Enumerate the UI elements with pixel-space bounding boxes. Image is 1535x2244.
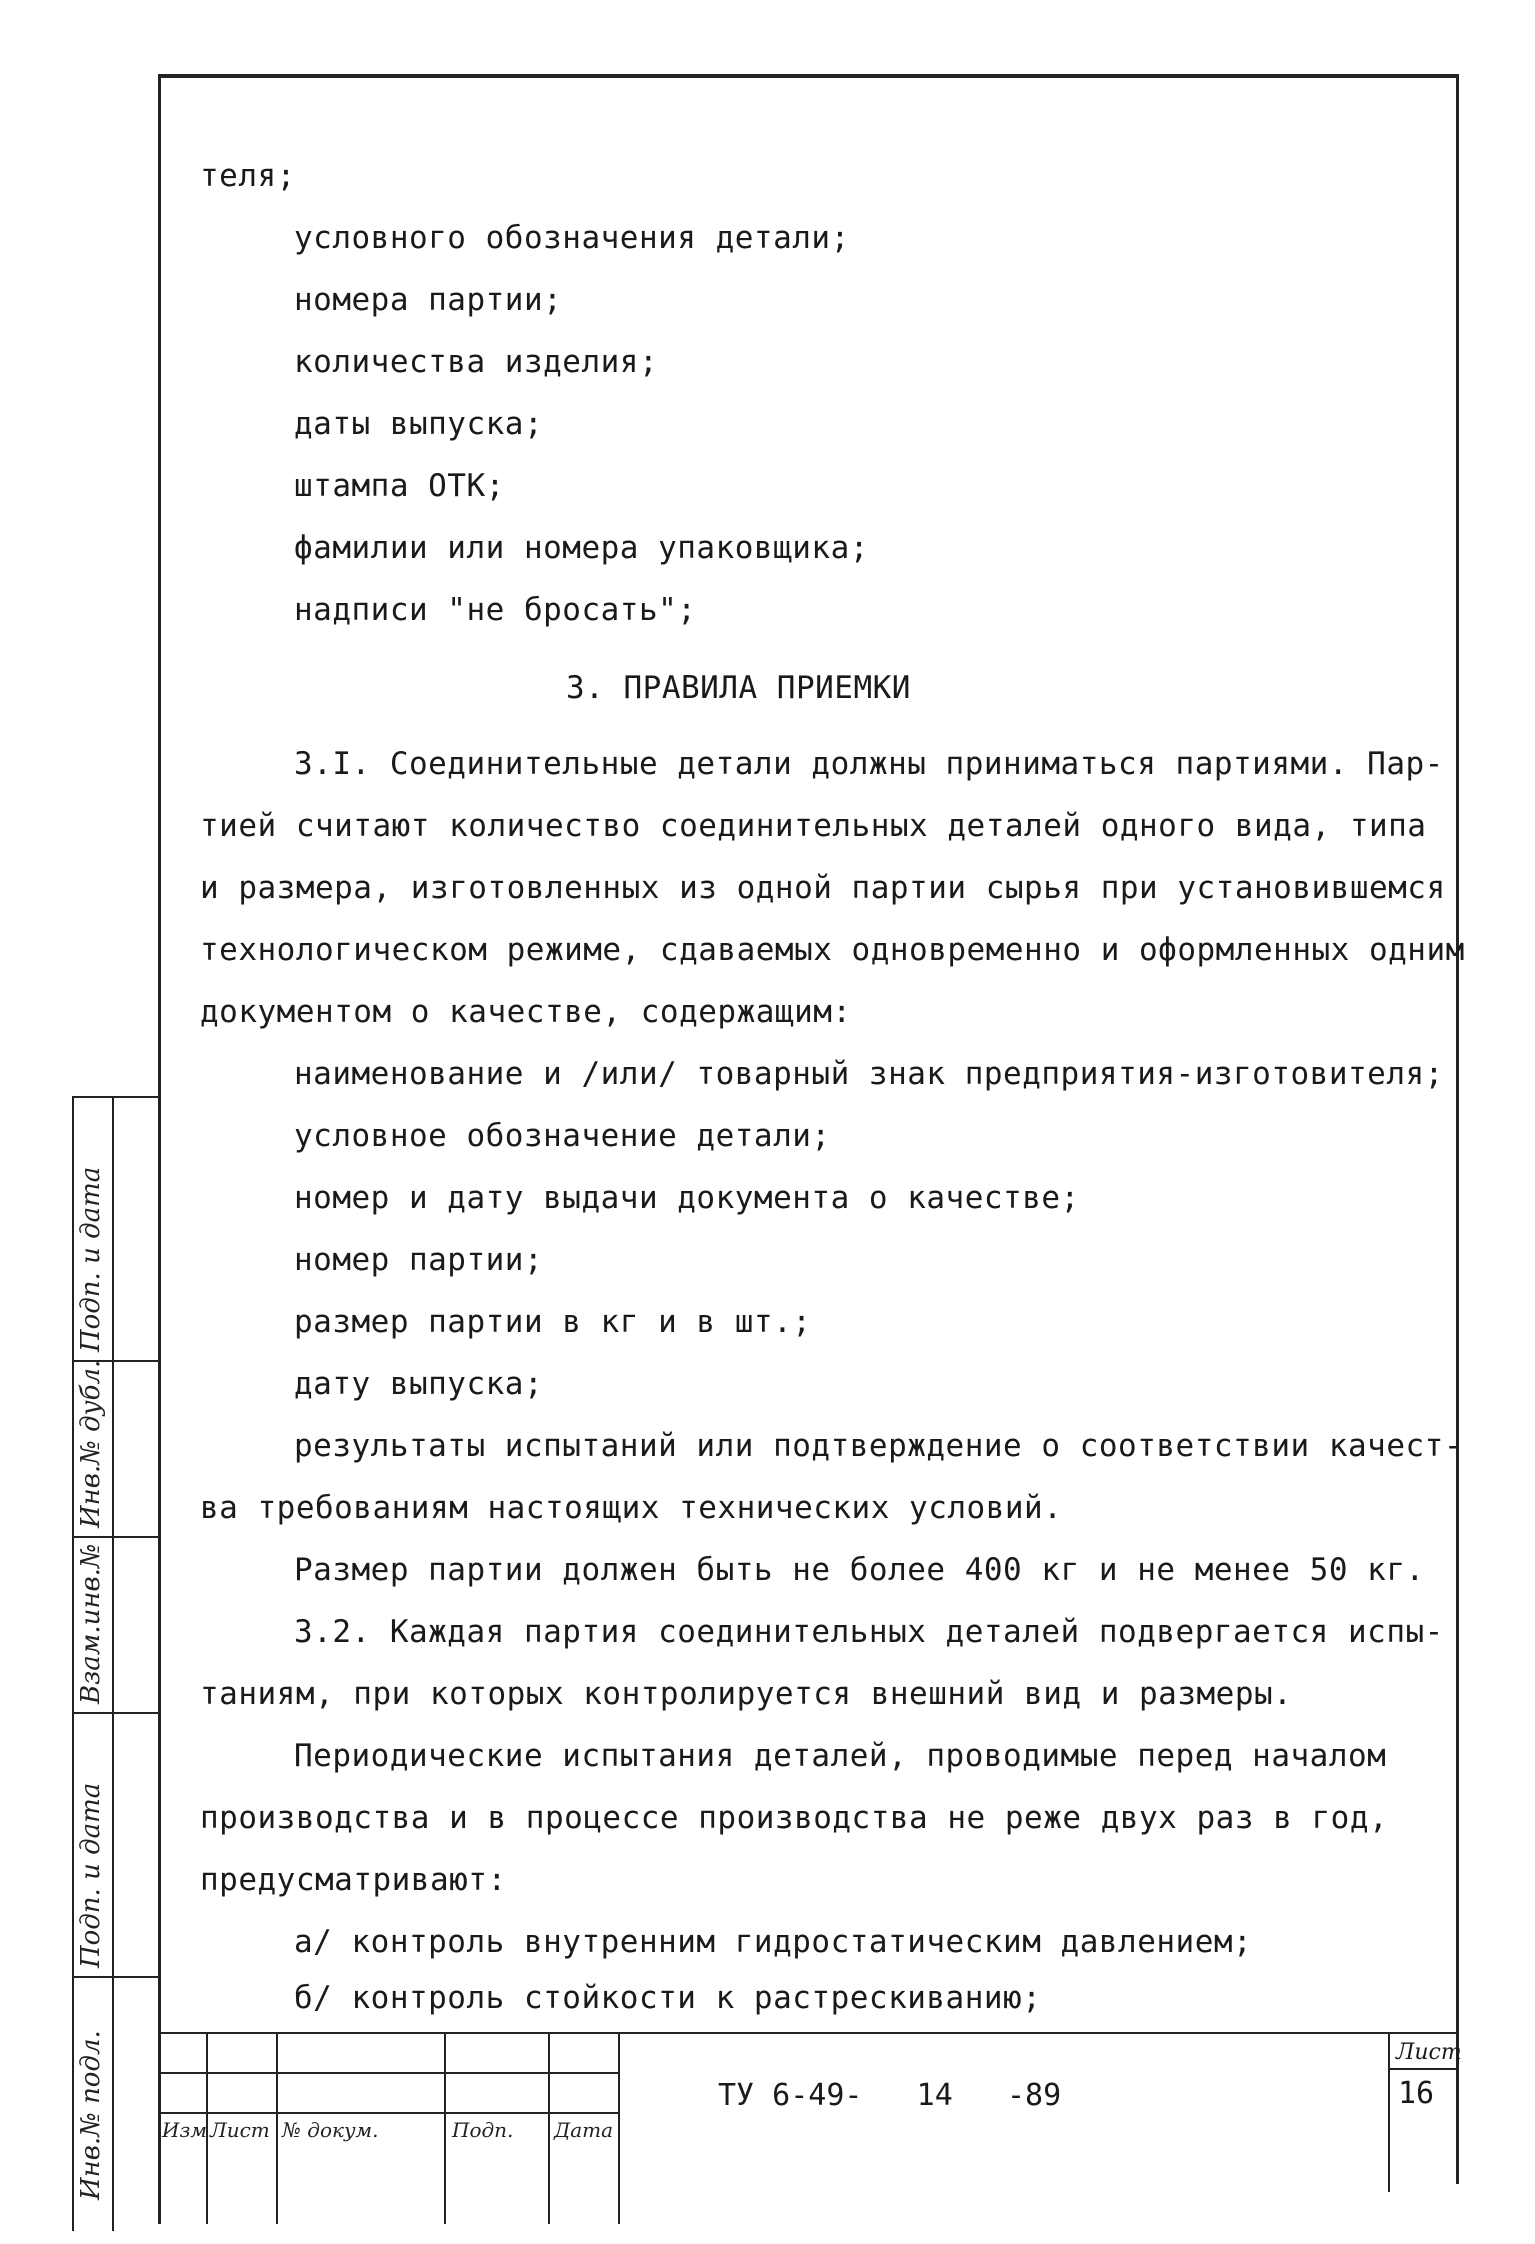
- title-block-sheet-line: [1388, 2068, 1458, 2070]
- body-line: ва требованиям настоящих технических условий.: [200, 1490, 1063, 1526]
- frame-right-border: [1456, 74, 1459, 2184]
- side-label-dup-inv: Инв.№ дубл.: [76, 1359, 106, 1528]
- body-line: надписи "не бросать";: [294, 592, 697, 628]
- body-line: номер партии;: [294, 1242, 544, 1278]
- col-label-date: Дата: [554, 2118, 614, 2142]
- body-line: штампа ОТК;: [294, 468, 505, 504]
- body-line: наименование и /или/ товарный знак предприятия-изготовителя;: [294, 1056, 1444, 1092]
- body-line: номера партии;: [294, 282, 563, 318]
- body-line: тией считают количество соединительных деталей одного вида, типа: [200, 808, 1427, 844]
- side-row-line: [72, 1712, 158, 1714]
- body-line: 3.2. Каждая партия соединительных деталей подвергается испы-: [294, 1614, 1444, 1650]
- title-block-col-line: [548, 2032, 550, 2224]
- body-line: 3.I. Соединительные детали должны приниматься партиями. Пар-: [294, 746, 1444, 782]
- body-line: таниям, при которых контролируется внешний вид и размеры.: [200, 1676, 1293, 1712]
- body-line: Размер партии должен быть не более 400 кг и не менее 50 кг.: [294, 1552, 1425, 1588]
- sheet-label: Лист: [1396, 2040, 1462, 2065]
- body-line: технологическом режиме, сдаваемых одновременно и оформленных одним: [200, 932, 1465, 968]
- side-label-sign-date: Подп. и дата: [76, 1166, 106, 1352]
- body-line: дату выпуска;: [294, 1366, 544, 1402]
- side-border-left: [72, 1096, 74, 2231]
- side-label-orig-inv: Инв.№ подл.: [76, 2030, 106, 2200]
- body-line: результаты испытаний или подтверждение о соответствии качест-: [294, 1428, 1463, 1464]
- sheet-number: 16: [1398, 2076, 1435, 2111]
- body-line: фамилии или номера упаковщика;: [294, 530, 869, 566]
- side-label-sign-date-2: Подп. и дата: [76, 1782, 106, 1968]
- col-label-sheet: Лист: [210, 2118, 270, 2142]
- body-line: Периодические испытания деталей, проводимые перед началом: [294, 1738, 1387, 1774]
- body-line: количества изделия;: [294, 344, 659, 380]
- side-row-line: [72, 1536, 158, 1538]
- title-block-col-line: [276, 2032, 278, 2224]
- body-line: а/ контроль внутренним гидростатическим давлением;: [294, 1924, 1253, 1960]
- body-line: документом о качестве, содержащим:: [200, 994, 852, 1030]
- body-line: б/ контроль стойкости к растрескиванию;: [294, 1980, 1042, 2016]
- col-label-signature: Подп.: [452, 2118, 514, 2142]
- side-divider: [112, 1096, 114, 2231]
- side-row-line: [72, 1976, 158, 1978]
- body-line: условное обозначение детали;: [294, 1118, 831, 1154]
- title-block-col-line: [444, 2032, 446, 2224]
- frame-left-border: [158, 74, 161, 2224]
- body-line: предусматривают:: [200, 1862, 507, 1898]
- document-code: ТУ 6-49- 14 -89: [718, 2078, 1062, 2113]
- body-line: производства и в процессе производства не реже двух раз в год,: [200, 1800, 1389, 1836]
- col-label-doc-number: № докум.: [282, 2118, 379, 2142]
- side-label-repl-inv: Взам.инв.№: [76, 1543, 106, 1704]
- body-line: размер партии в кг и в шт.;: [294, 1304, 812, 1340]
- title-block-top-line: [158, 2032, 1458, 2034]
- section-heading: 3. ПРАВИЛА ПРИЕМКИ: [566, 670, 911, 706]
- col-label-change: Изм: [162, 2118, 207, 2142]
- body-line: даты выпуска;: [294, 406, 544, 442]
- side-row-line: [72, 1096, 158, 1098]
- body-line: номер и дату выдачи документа о качестве;: [294, 1180, 1080, 1216]
- body-line: теля;: [200, 158, 296, 194]
- body-line: условного обозначения детали;: [294, 220, 850, 256]
- title-block-col-line: [1388, 2032, 1390, 2192]
- frame-top-border: [158, 74, 1458, 78]
- body-line: и размера, изготовленных из одной партии сырья при установившемся: [200, 870, 1446, 906]
- title-block-col-line: [618, 2032, 620, 2224]
